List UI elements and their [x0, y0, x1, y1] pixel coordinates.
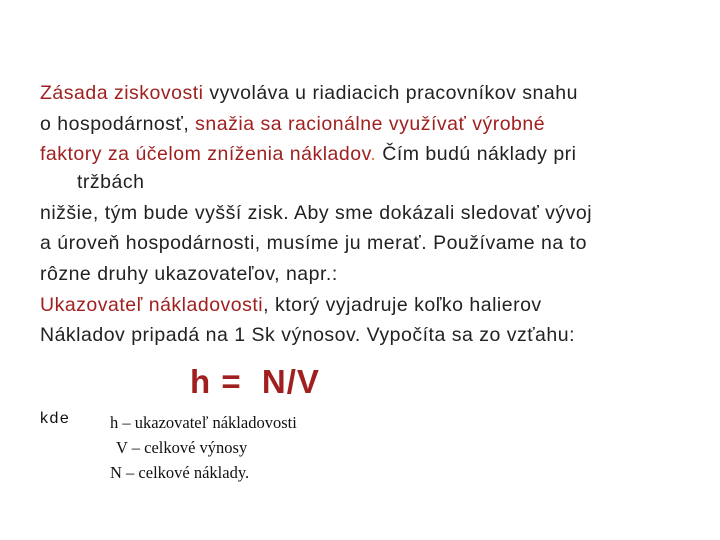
legend-item-v: V – celkové výnosy [116, 438, 248, 457]
body-paragraph [40, 78, 690, 351]
highlight-ukazovatel-nakladovosti: Ukazovateľ nákladovosti [40, 293, 264, 316]
text-line-2 [40, 109, 690, 140]
text-segment: , ktorý vyjadruje koľko halierov [263, 293, 542, 316]
highlight-znizenie-nakladov: faktory za účelom zníženia nákladov [40, 143, 371, 166]
highlight-zasada-ziskovosti: Zásada ziskovosti [40, 82, 204, 104]
text-line-9: Nákladov pripadá na 1 Sk výnosov. Vypočíta sa zo vzťahu: [40, 324, 576, 347]
text-line-8 [40, 290, 690, 321]
text-line-6: a úroveň hospodárnosti, musíme ju merať. Používame na to [40, 232, 587, 255]
kde-label: kde [40, 410, 71, 427]
text-segment: o hospodárnosť, [40, 112, 196, 135]
text-line-1 [40, 78, 690, 109]
legend-item-h: h – ukazovateľ nákladovosti [110, 413, 297, 432]
highlight-racionalne-vyuzivat: snažia sa racionálne využívať výrobné [195, 112, 546, 135]
legend-item-n: N – celkové náklady. [110, 463, 250, 482]
text-line-3 [40, 139, 690, 170]
formula-legend [110, 410, 297, 485]
text-segment: vyvoláva u riadiacich pracovníkov snahu [203, 82, 578, 104]
text-line-4: tržbách [77, 170, 145, 193]
text-segment: Čím budú náklady pri [376, 143, 577, 166]
formula: h = N/V [190, 363, 320, 400]
text-line-5: nižšie, tým bude vyšší zisk. Aby sme dokázali sledovať vývoj [40, 201, 593, 224]
orange-period: . [370, 143, 377, 166]
text-line-7: rôzne druhy ukazovateľov, napr.: [40, 262, 338, 285]
